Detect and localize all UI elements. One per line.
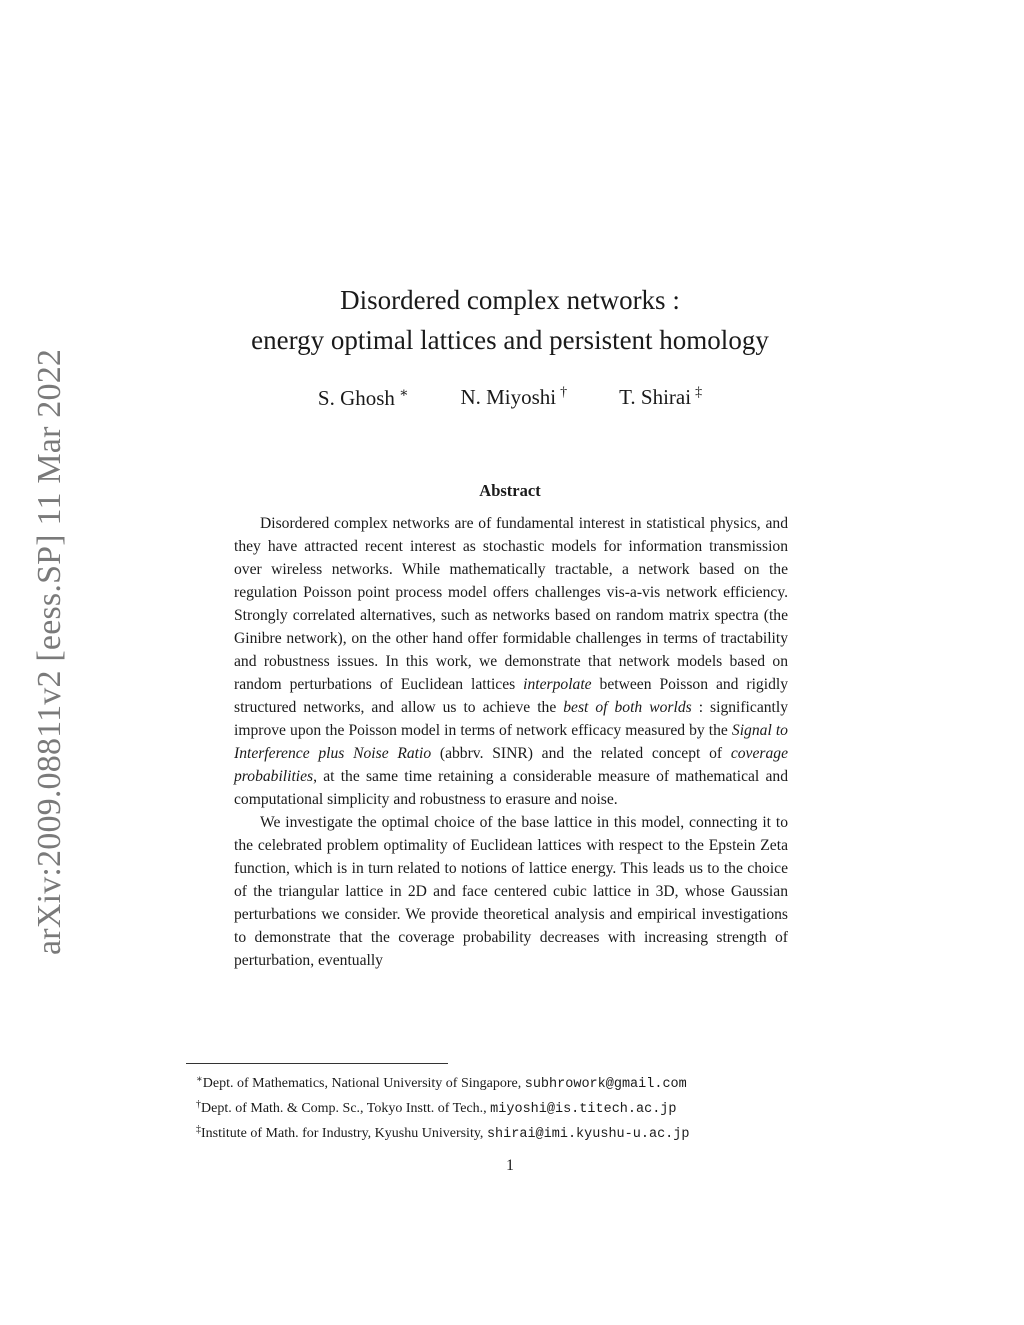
author-footnote-mark: ∗: [398, 386, 409, 401]
footnote-text: Dept. of Math. & Comp. Sc., Tokyo Instt. of Tech.,: [201, 1101, 491, 1116]
author-email-link[interactable]: subhrowork@gmail.com: [524, 1077, 687, 1092]
title-line-2: energy optimal lattices and persistent homology: [251, 325, 769, 355]
abstract-emphasis: Signal to Interference plus Noise Ratio: [234, 722, 788, 762]
footnote-affiliation-1: [196, 1070, 836, 1095]
footnote-text: Dept. of Mathematics, National University of Singapore,: [202, 1076, 525, 1091]
author-name: T. Shirai: [619, 385, 692, 409]
abstract-text: (abbrv. SINR) and the related concept of: [431, 745, 731, 762]
abstract-paragraph-2: We investigate the optimal choice of the base lattice in this model, connecting it to the celebrated problem optimality of Euclidean lattices with respect to the Epstein Zeta function, which is in turn related to notions of lattice energy. This leads us to the choice of the triangular lattice in 2D and face centered cubic lattice in 3D, whose Gaussian perturbations we consider. We provide theoretical analysis and empirical investigations to demonstrate that the coverage probability decreases with increasing strength of perturbation, eventually: [234, 814, 788, 969]
author-list: [180, 385, 840, 411]
footnote-divider: [186, 1063, 448, 1064]
abstract-emphasis: best of both worlds: [563, 699, 692, 716]
footnote-affiliation-3: [196, 1120, 836, 1145]
abstract-emphasis: interpolate: [523, 676, 592, 693]
author-email-link[interactable]: shirai@imi.kyushu-u.ac.jp: [486, 1127, 690, 1142]
abstract-heading: Abstract: [479, 481, 541, 500]
arxiv-identifier-stamp: arXiv:2009.08811v2 [eess.SP] 11 Mar 2022: [31, 348, 68, 956]
author-footnote-mark: ‡: [695, 385, 703, 400]
footnote-affiliation-2: [196, 1095, 836, 1120]
title-line-1: Disordered complex networks :: [340, 285, 680, 315]
author-shirai: [619, 385, 702, 411]
footnote-mark: ‡: [196, 1124, 201, 1135]
author-name: N. Miyoshi: [460, 385, 557, 409]
author-miyoshi: [460, 385, 567, 411]
author-email-link[interactable]: miyoshi@is.titech.ac.jp: [490, 1102, 677, 1117]
author-footnote-mark: †: [560, 385, 568, 400]
abstract-paragraph-1: [234, 512, 788, 811]
abstract-text: , at the same time retaining a considerable measure of mathematical and computational simplicity and robustness to erasure and noise.: [234, 768, 788, 808]
footnote-text: Institute of Math. for Industry, Kyushu University,: [201, 1126, 487, 1141]
author-name: S. Ghosh: [317, 386, 395, 410]
paper-title: [180, 280, 840, 360]
author-ghosh: [318, 385, 409, 411]
footnotes: [196, 1070, 836, 1145]
abstract-text: : significantly improve upon the Poisson model in terms of network efficacy measured by the: [234, 699, 788, 739]
page-number: 1: [506, 1157, 514, 1174]
abstract-text: between Poisson and rigidly structured networks, and allow us to achieve the: [234, 676, 788, 716]
abstract-emphasis: coverage probabilities: [234, 745, 788, 785]
abstract-text: Disordered complex networks are of fundamental interest in statistical physics, and they have attracted recent interest as stochastic models for information transmission over wireless networks. While mathematically tractable, a network based on the regulation Poisson point process model offers challenges vis-a-vis network efficiency. Strongly correlated alternatives, such as networks based on random matrix spectra (the Ginibre network), on the other hand offer formidable challenges in terms of tractability and robustness issues. In this work, we demonstrate that network models based on random perturbations of Euclidean lattices: [234, 515, 788, 693]
abstract-body: [234, 512, 788, 972]
footnote-mark: ∗: [196, 1074, 203, 1085]
footnote-mark: †: [196, 1099, 201, 1110]
